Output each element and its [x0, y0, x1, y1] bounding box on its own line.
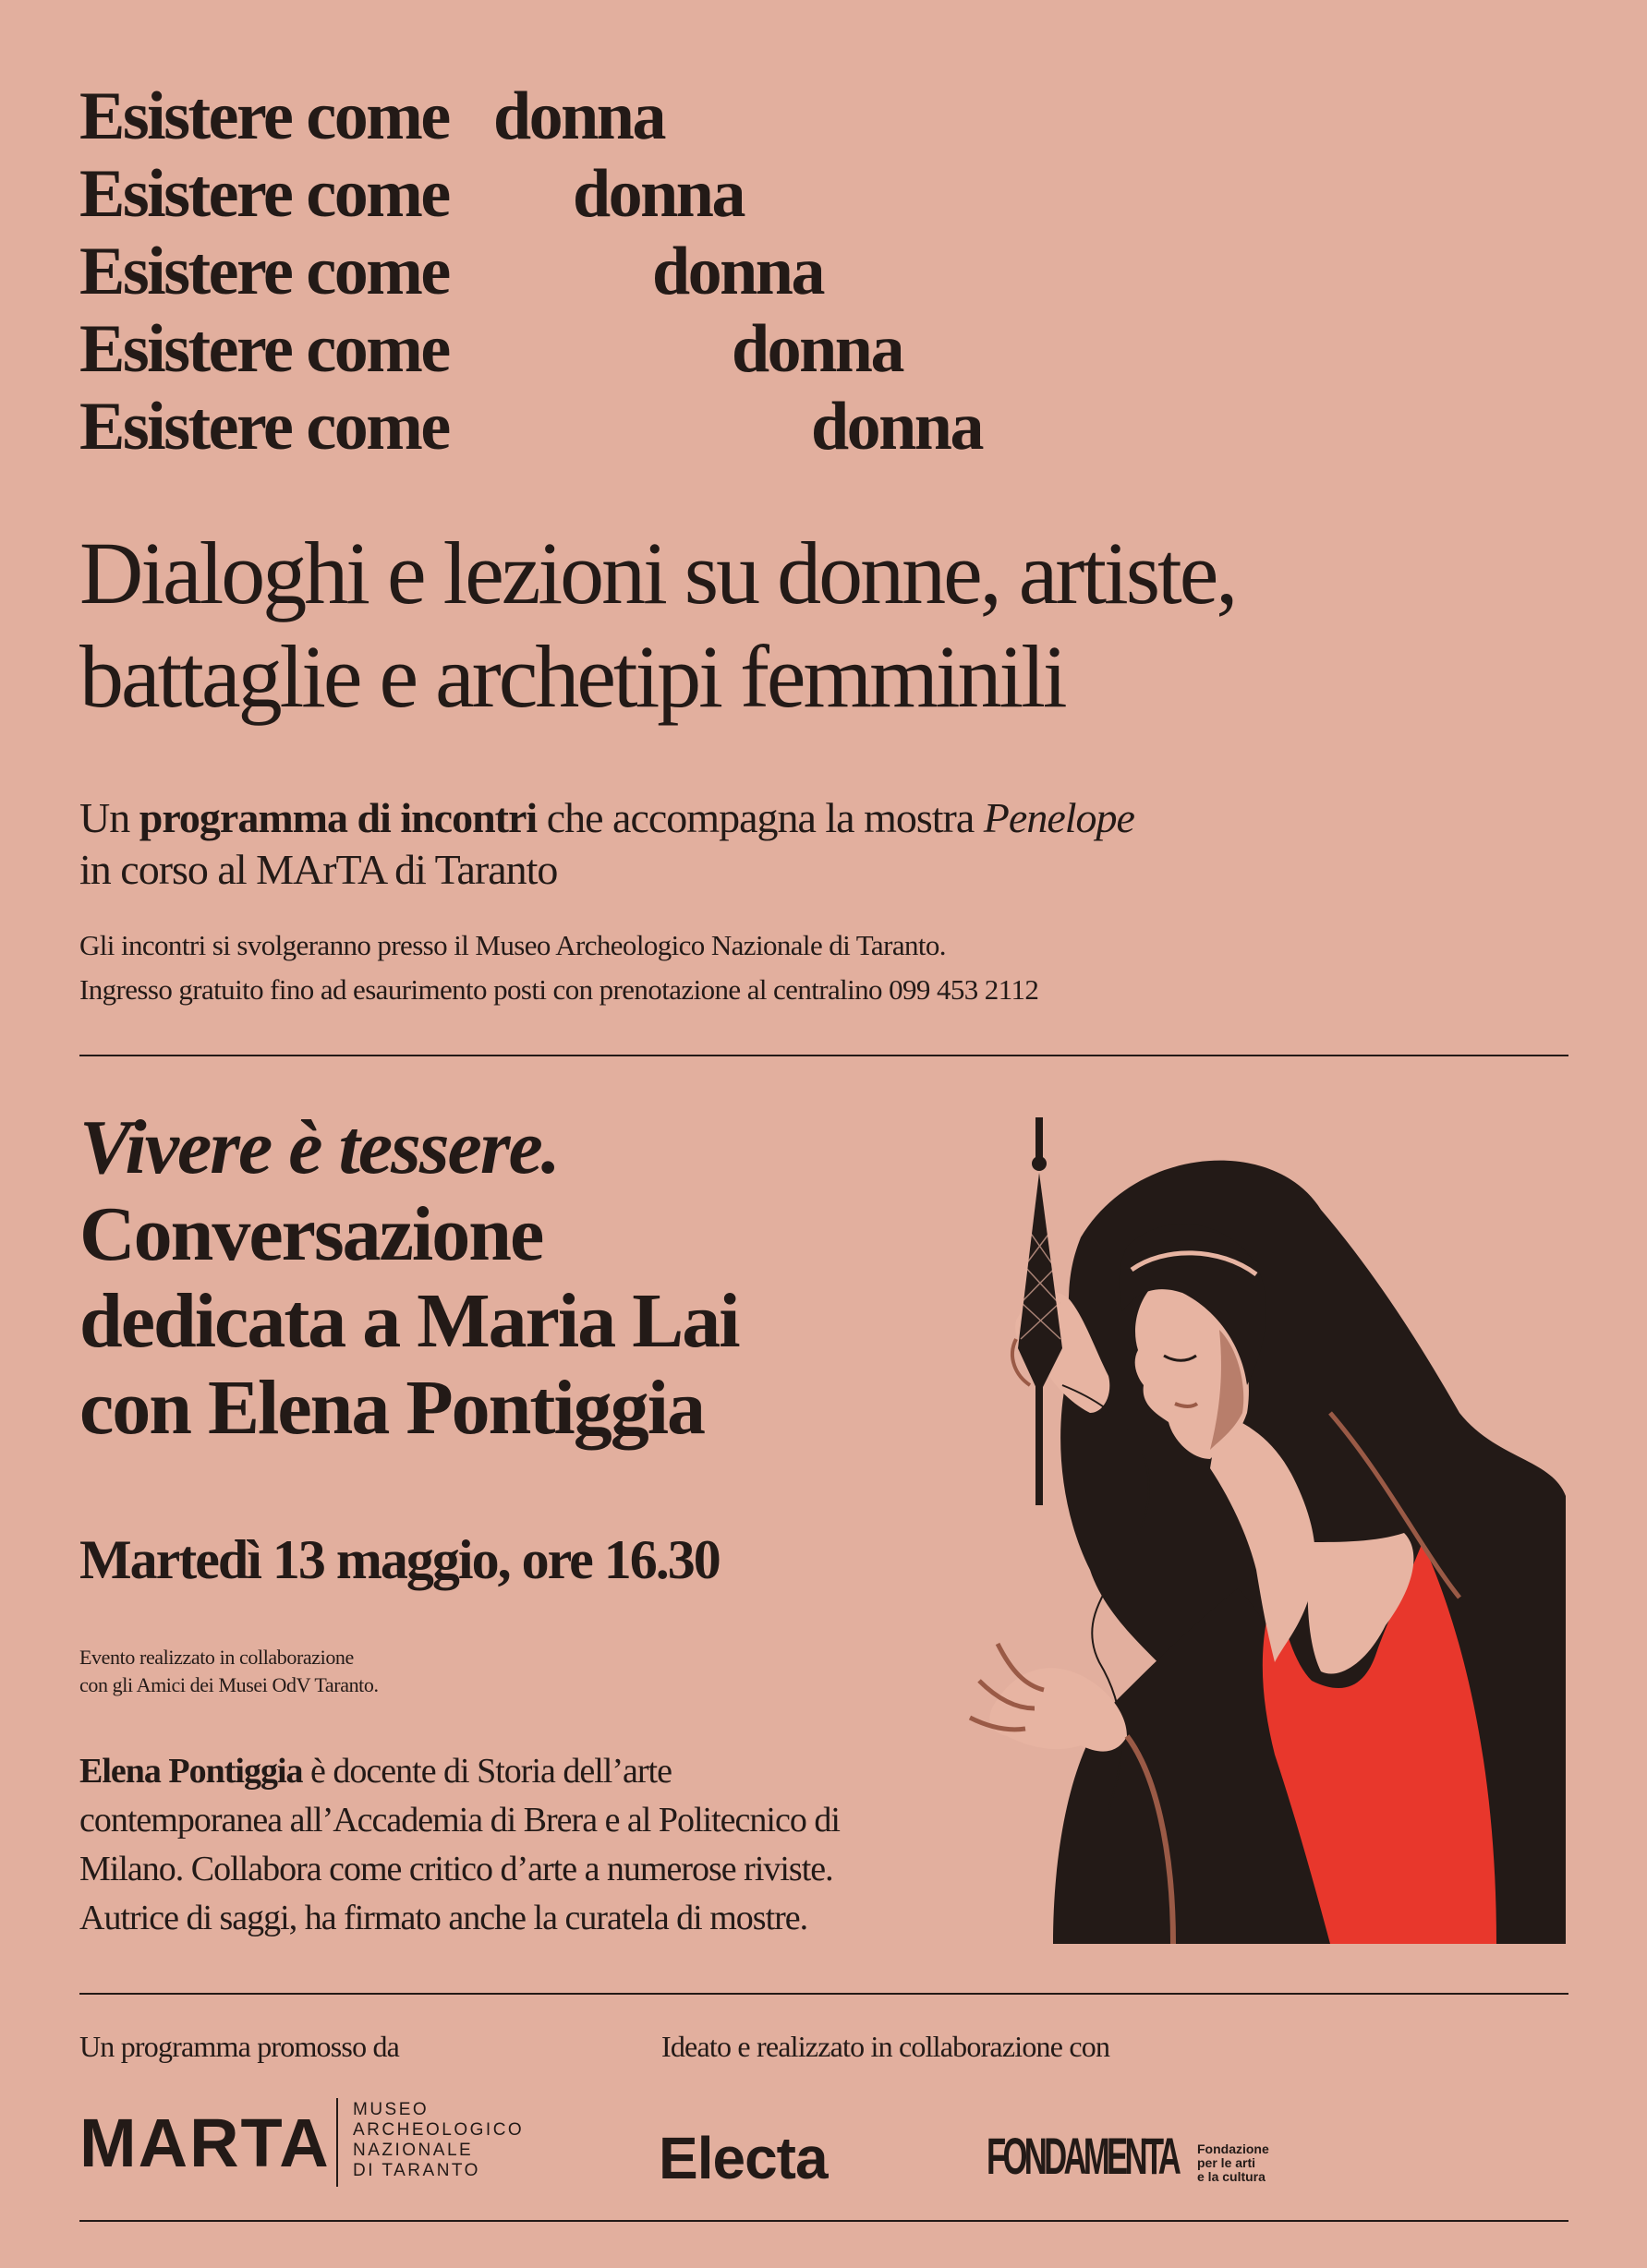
bio-text: è docente di Storia dell’arte: [310, 1752, 672, 1791]
divider: [79, 1993, 1568, 1995]
marta-logo: [79, 2098, 541, 2187]
intro-line: [79, 792, 1465, 844]
collab-line: con gli Amici dei Musei OdV Taranto.: [79, 1673, 379, 1696]
divider: [79, 2220, 1568, 2222]
collaboration-label: Ideato e realizzato in collaborazione con: [661, 2030, 1110, 2063]
spindle-knob: [1032, 1156, 1047, 1171]
fond-tag-line: e la cultura: [1197, 2169, 1266, 2184]
title-first-word: Esistere come: [79, 389, 449, 464]
event-title: [79, 1104, 966, 1452]
intro-paragraph: [79, 792, 1465, 896]
fondamenta-wordmark: FONDAMENTA: [987, 2127, 1179, 2185]
booking-line: Ingresso gratuito fino ad esaurimento posti con prenotazione al centralino 099 453 2112: [79, 973, 1039, 1006]
intro-prefix: Un: [79, 794, 130, 841]
bio-line: contemporanea all’Accademia di Brera e al Politecnico di: [79, 1801, 840, 1840]
marta-sub-line: NAZIONALE: [353, 2141, 474, 2160]
speaker-bio: [79, 1747, 966, 1943]
marta-subtitle: [353, 2100, 524, 2181]
intro-bold: programma di incontri: [139, 794, 538, 841]
fondamenta-tagline: [1197, 2142, 1299, 2184]
subtitle: [79, 522, 1594, 729]
collaboration-note: [79, 1644, 504, 1699]
divider: [79, 1055, 1568, 1056]
title-second-word: donna: [573, 156, 744, 232]
marta-sub-line: DI TARANTO: [353, 2161, 480, 2180]
woman-with-spindle-illustration: [942, 1108, 1570, 1948]
bio-line: Autrice di saggi, ha firmato anche la curatela di mostre.: [79, 1899, 808, 1937]
fond-tag-line: Fondazione: [1197, 2141, 1269, 2156]
event-date: Martedì 13 maggio, ore 16.30: [79, 1529, 720, 1590]
event-title-line: con Elena Pontiggia: [79, 1365, 705, 1451]
collab-line: Evento realizzato in collaborazione: [79, 1646, 354, 1669]
intro-middle: che accompagna la mostra: [546, 794, 975, 841]
marta-sub-line: ARCHEOLOGICO: [353, 2120, 525, 2140]
title-second-word: donna: [811, 389, 982, 464]
spindle-shaft: [1035, 1385, 1043, 1505]
lower-hand: [989, 1668, 1127, 1751]
event-title-line: dedicata a Maria Lai: [79, 1278, 739, 1364]
event-title-line: Conversazione: [79, 1191, 543, 1277]
fond-tag-line: per le arti: [1197, 2155, 1256, 2170]
venue-line: Gli incontri si svolgeranno presso il Museo Archeologico Nazionale di Taranto.: [79, 929, 946, 961]
title-first-word: Esistere come: [79, 234, 449, 309]
subtitle-line: battaglie e archetipi femminili: [79, 627, 1065, 726]
venue-info: [79, 923, 1465, 1012]
electa-logo: Electa: [659, 2125, 828, 2191]
subtitle-line: Dialoghi e lezioni su donne, artiste,: [79, 524, 1236, 622]
title-second-word: donna: [493, 78, 664, 154]
intro-line: in corso al MArTA di Taranto: [79, 846, 558, 893]
bio-line: Milano. Collabora come critico d’arte a numerose riviste.: [79, 1850, 833, 1888]
title-first-word: Esistere come: [79, 78, 449, 154]
fondamenta-logo: [987, 2128, 1301, 2192]
marta-wordmark: MARTA: [79, 2105, 331, 2181]
title-second-word: donna: [652, 234, 823, 309]
marta-sub-line: MUSEO: [353, 2100, 430, 2119]
speaker-name: Elena Pontiggia: [79, 1752, 303, 1791]
bio-line: [79, 1747, 966, 1796]
event-title-italic: Vivere è tessere.: [79, 1104, 559, 1190]
title-first-word: Esistere come: [79, 156, 449, 232]
exhibition-name: Penelope: [983, 794, 1134, 841]
promoted-by-label: Un programma promosso da: [79, 2030, 400, 2063]
title-second-word: donna: [732, 311, 902, 387]
title-first-word: Esistere come: [79, 311, 449, 387]
marta-separator: [336, 2098, 338, 2187]
